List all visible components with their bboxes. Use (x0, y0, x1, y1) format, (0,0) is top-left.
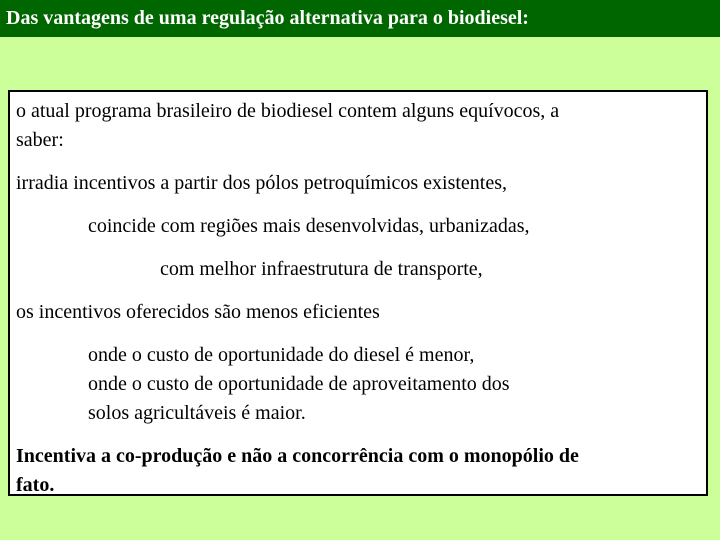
text-line-intro: o atual programa brasileiro de biodiesel contem alguns equívocos, a (16, 100, 560, 122)
text-line-irradia: irradia incentivos a partir dos pólos petroquímicos existentes, (16, 172, 507, 194)
slide-title: Das vantagens de uma regulação alternativa para o biodiesel: (6, 7, 529, 29)
title-bar (0, 0, 720, 37)
text-line-incentivos: os incentivos oferecidos são menos eficientes (16, 301, 380, 323)
text-line-conclusion: Incentiva a co-produção e não a concorrência com o monopólio de (16, 445, 579, 467)
text-line-custo-solos: onde o custo de oportunidade de aproveitamento dos (88, 373, 510, 395)
text-line-conclusion-cont: fato. (16, 474, 55, 496)
text-line-coincide: coincide com regiões mais desenvolvidas, urbanizadas, (88, 215, 530, 237)
text-line-infraestrutura: com melhor infraestrutura de transporte, (160, 258, 483, 280)
text-line-custo-solos-cont: solos agricultáveis é maior. (88, 402, 306, 424)
text-line-custo-diesel: onde o custo de oportunidade do diesel é menor, (88, 344, 475, 366)
text-line-intro-cont: saber: (16, 129, 64, 151)
content-box (8, 90, 708, 496)
